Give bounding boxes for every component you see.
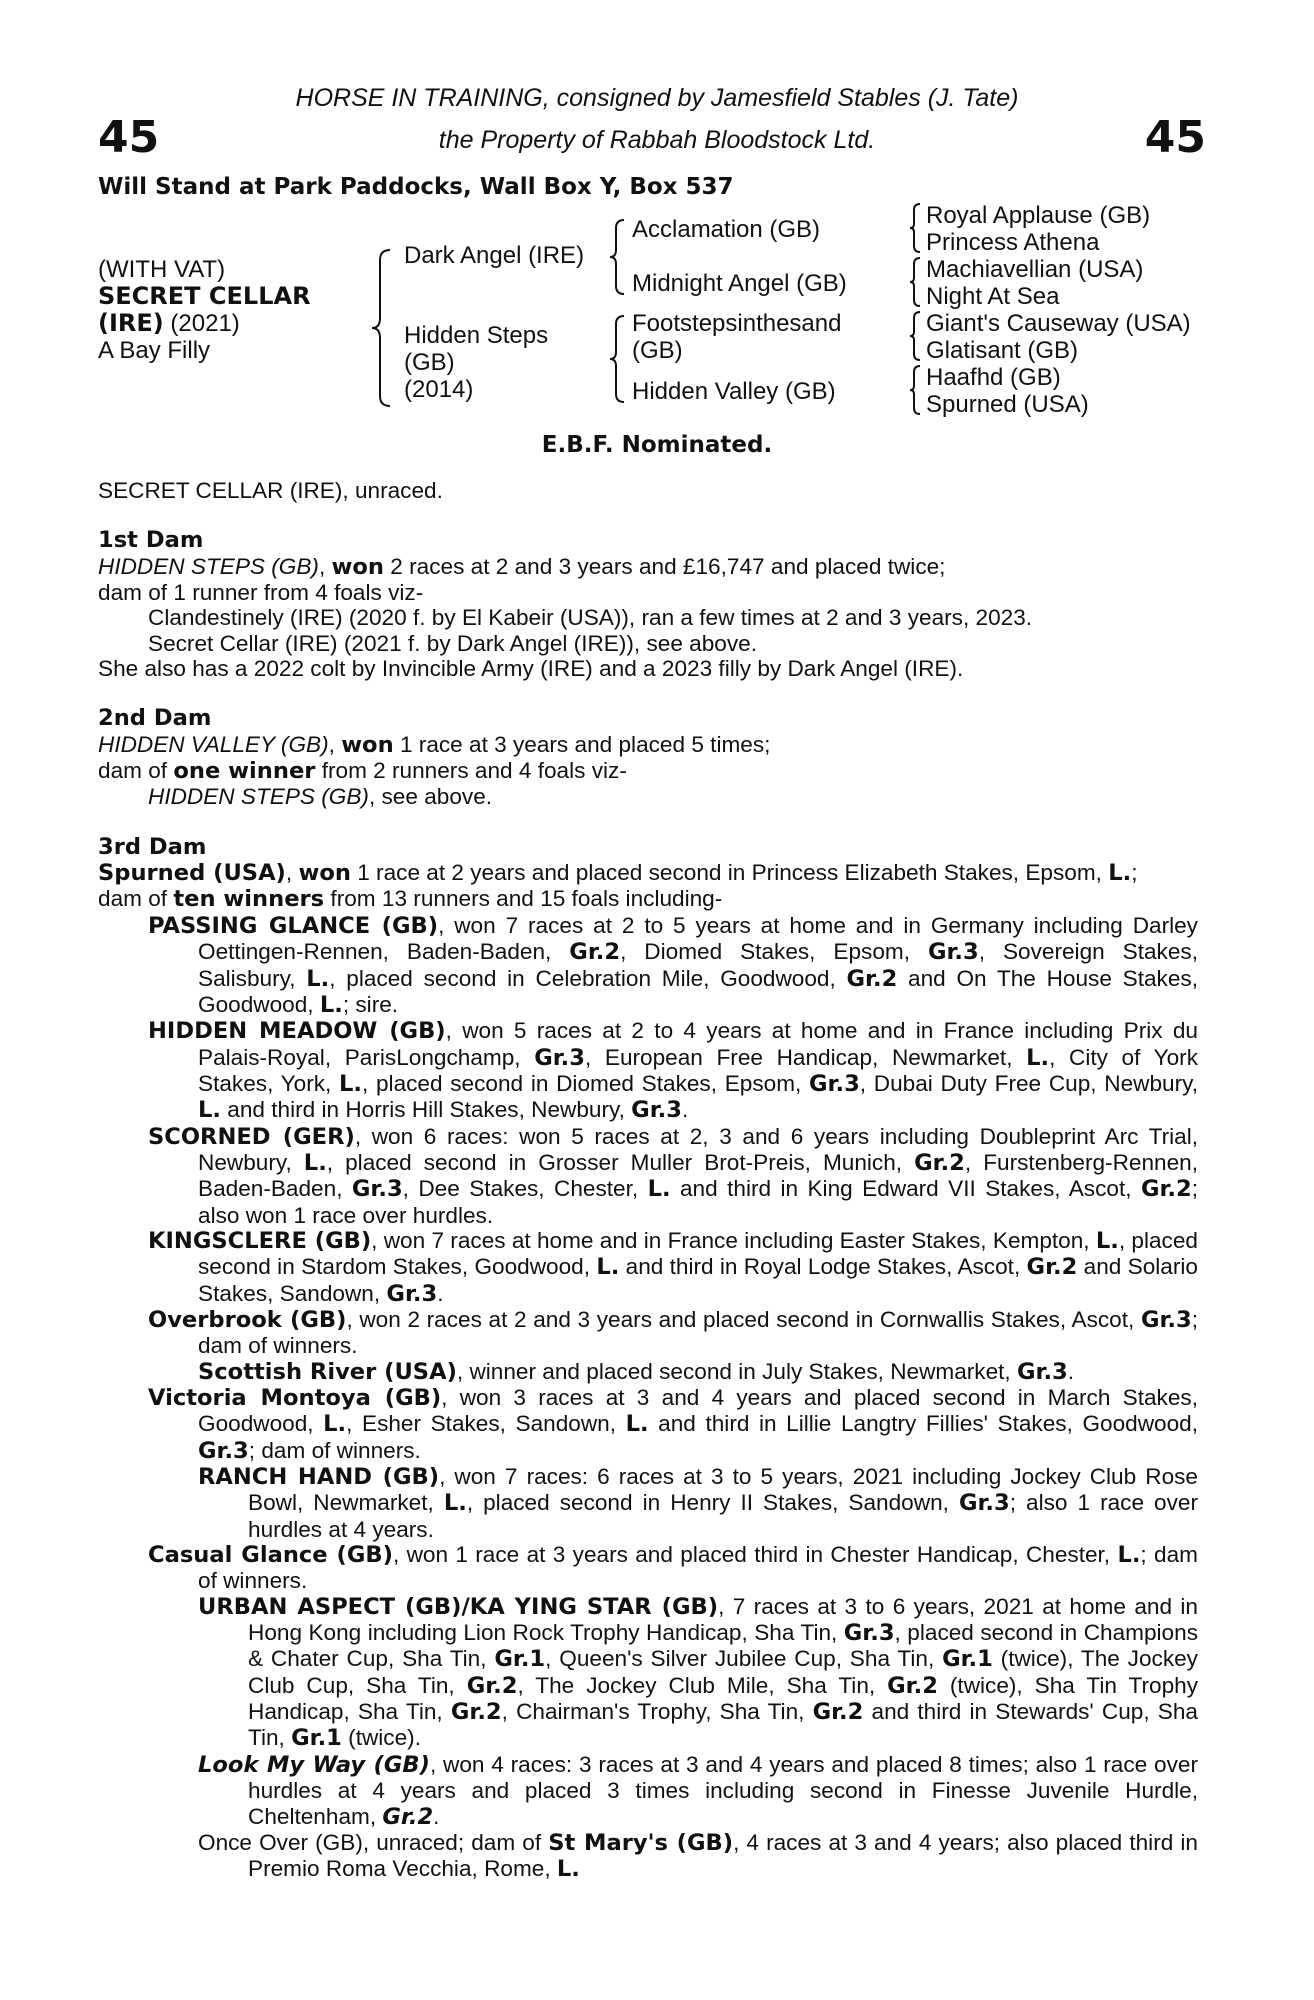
sire-dam: Midnight Angel (GB) bbox=[632, 270, 847, 297]
third-dam-record: Spurned (USA), won 1 race at 2 years and placed second in Princess Elizabeth Stakes, Epsom, L.; bbox=[98, 860, 1138, 887]
third-dam-heading: 3rd Dam bbox=[98, 833, 207, 860]
third-dam-produce-summary: dam of ten winners from 13 runners and 15 foals including- bbox=[98, 886, 723, 913]
horse-name: SECRET CELLAR bbox=[98, 282, 311, 310]
horse-info bbox=[98, 256, 311, 364]
produce-entry: HIDDEN STEPS (GB), see above. bbox=[148, 784, 493, 810]
dam-year: (2014) bbox=[404, 376, 474, 403]
ped-ddd: Spurned (USA) bbox=[926, 391, 1089, 418]
produce-entry-kingsclere: KINGSCLERE (GB), won 7 races at home and in France including Easter Stakes, Kempton, L., placed second in Stardom Stakes, Goodwood, L. and third in Royal Lodge Stakes, Ascot, Gr.2 and Solario Stakes, Sandown, Gr.3. bbox=[148, 1227, 1198, 1307]
horse-year: (2021) bbox=[163, 310, 240, 337]
ped-sss: Royal Applause (GB) bbox=[926, 202, 1151, 229]
consignor-line: HORSE IN TRAINING, consigned by Jamesfield Stables (J. Tate) bbox=[295, 84, 1019, 112]
lot-number-left: 45 bbox=[98, 112, 160, 163]
dam-country: (GB) bbox=[404, 349, 455, 376]
sire: Dark Angel (IRE) bbox=[404, 242, 585, 269]
produce-entry-overbrook: Overbrook (GB), won 2 races at 2 and 3 years and placed second in Cornwallis Stakes, Ascot, Gr.3; dam of winners. bbox=[148, 1306, 1198, 1359]
first-dam-heading: 1st Dam bbox=[98, 527, 204, 554]
box-location: Will Stand at Park Paddocks, Wall Box Y, Box 537 bbox=[98, 174, 734, 200]
second-dam-heading: 2nd Dam bbox=[98, 705, 212, 732]
produce-entry-urban-aspect: URBAN ASPECT (GB)/KA YING STAR (GB), 7 races at 3 to 6 years, 2021 at home and in Hong Kong including Lion Rock Trophy Handicap, Sha Tin, Gr.3, placed second in Champions & Chater Cup, Sha Tin, Gr.1, Queen's Silver Jubilee Cup, Sha Tin, Gr.1 (twice), The Jockey Club Cup, Sha Tin, Gr.2, The Jockey Club Mile, Sha Tin, Gr.2 (twice), Sha Tin Trophy Handicap, Sha Tin, Gr.2, Chairman's Trophy, Sha Tin, Gr.2 and third in Stewards' Cup, Sha Tin, Gr.1 (twice). bbox=[198, 1593, 1198, 1752]
produce-entry: Secret Cellar (IRE) (2021 f. by Dark Angel (IRE)), see above. bbox=[148, 630, 758, 656]
ped-sdd: Night At Sea bbox=[926, 283, 1060, 310]
first-dam-note: She also has a 2022 colt by Invincible Army (IRE) and a 2023 filly by Dark Angel (IRE). bbox=[98, 656, 964, 682]
lot-number-right: 45 bbox=[1144, 112, 1206, 163]
produce-entry-passing-glance: PASSING GLANCE (GB), won 7 races at 2 to 5 years at home and in Germany including Darley Oettingen-Rennen, Baden-Baden, Gr.2, Diomed Stakes, Epsom, Gr.3, Sovereign Stakes, Salisbury, L., placed second in Celebration Mile, Goodwood, Gr.2 and On The House Stakes, Goodwood, L.; sire. bbox=[148, 912, 1198, 1018]
dam-sire-country: (GB) bbox=[632, 337, 683, 364]
first-dam-produce-summary: dam of 1 runner from 4 foals viz- bbox=[98, 580, 424, 606]
dam-sire-name: Footstepsinthesand bbox=[632, 310, 842, 337]
produce-entry-look-my-way: Look My Way (GB), won 4 races: 3 races at 3 and 4 years and placed 8 times; also 1 race over hurdles at 4 years and placed 3 times including second in Finesse Juvenile Hurdle, Cheltenham, Gr.2. bbox=[198, 1751, 1198, 1830]
ped-dds: Haafhd (GB) bbox=[926, 364, 1061, 391]
brace-dd bbox=[908, 364, 922, 416]
ebf-note: E.B.F. Nominated. bbox=[541, 432, 773, 458]
first-dam-record: HIDDEN STEPS (GB), won 2 races at 2 and 3 years and £16,747 and placed twice; bbox=[98, 553, 946, 580]
vat-note: (WITH VAT) bbox=[98, 256, 226, 283]
produce-entry-scorned: SCORNED (GER), won 6 races: won 5 races at 2, 3 and 6 years including Doubleprint Arc Trial, Newbury, L., placed second in Grosser Muller Brot-Preis, Munich, Gr.2, Furstenberg-Rennen, Baden-Baden, Gr.3, Dee Stakes, Chester, L. and third in King Edward VII Stakes, Ascot, Gr.2; also won 1 race over hurdles. bbox=[148, 1123, 1199, 1228]
ped-dss: Giant's Causeway (USA) bbox=[926, 310, 1191, 337]
sire-sire: Acclamation (GB) bbox=[632, 216, 821, 243]
produce-entry: Clandestinely (IRE) (2020 f. by El Kabeir (USA)), ran a few times at 2 and 3 years, 2023. bbox=[148, 605, 1033, 631]
produce-entry-scottish-river: Scottish River (USA), winner and placed second in July Stakes, Newmarket, Gr.3. bbox=[198, 1358, 1075, 1385]
brace-gen1 bbox=[370, 248, 392, 408]
brace-sire bbox=[608, 218, 626, 296]
ped-dsd: Glatisant (GB) bbox=[926, 337, 1079, 364]
produce-entry-victoria-montoya: Victoria Montoya (GB), won 3 races at 3 and 4 years and placed second in March Stakes, Goodwood, L., Esher Stakes, Sandown, L. and third in Lillie Langtry Fillies' Stakes, Goodwood, Gr.3; dam of winners. bbox=[148, 1385, 1199, 1464]
dam bbox=[404, 322, 548, 403]
produce-entry-hidden-meadow: HIDDEN MEADOW (GB), won 5 races at 2 to 4 years at home and in France including Prix du Palais-Royal, ParisLongchamp, Gr.3, European Free Handicap, Newmarket, L., City of York Stakes, York, L., placed second in Diomed Stakes, Epsom, Gr.3, Dubai Duty Free Cup, Newbury, L. and third in Horris Hill Stakes, Newbury, Gr.3. bbox=[148, 1018, 1199, 1124]
catalogue-text bbox=[98, 478, 1198, 1883]
produce-entry-casual-glance: Casual Glance (GB), won 1 race at 3 years and placed third in Chester Handicap, Chester, L.; dam of winners. bbox=[148, 1542, 1198, 1594]
dam-name: Hidden Steps bbox=[404, 322, 549, 349]
brace-ss bbox=[908, 202, 922, 254]
brace-ds bbox=[908, 310, 922, 362]
horse-country: (IRE) bbox=[98, 309, 164, 337]
race-record: SECRET CELLAR (IRE), unraced. bbox=[98, 478, 443, 503]
ped-ssd: Princess Athena bbox=[926, 229, 1100, 256]
property-line: the Property of Rabbah Bloodstock Ltd. bbox=[438, 126, 876, 154]
ped-sds: Machiavellian (USA) bbox=[926, 256, 1144, 283]
horse-description: A Bay Filly bbox=[98, 337, 211, 364]
produce-entry-ranch-hand: RANCH HAND (GB), won 7 races: 6 races at 3 to 5 years, 2021 including Jockey Club Rose Bowl, Newmarket, L., placed second in Henry II Stakes, Sandown, Gr.3; also 1 race over hurdles at 4 years. bbox=[198, 1464, 1199, 1542]
brace-sd bbox=[908, 256, 922, 308]
second-dam-produce-summary: dam of one winner from 2 runners and 4 foals viz- bbox=[98, 758, 627, 785]
second-dam-record: HIDDEN VALLEY (GB), won 1 race at 3 years and placed 5 times; bbox=[98, 731, 771, 758]
produce-entry-once-over: Once Over (GB), unraced; dam of St Mary's (GB), 4 races at 3 and 4 years; also placed third in Premio Roma Vecchia, Rome, L. bbox=[198, 1829, 1198, 1883]
brace-dam bbox=[608, 314, 626, 404]
dam-dam: Hidden Valley (GB) bbox=[632, 378, 836, 405]
dam-sire bbox=[632, 310, 841, 364]
